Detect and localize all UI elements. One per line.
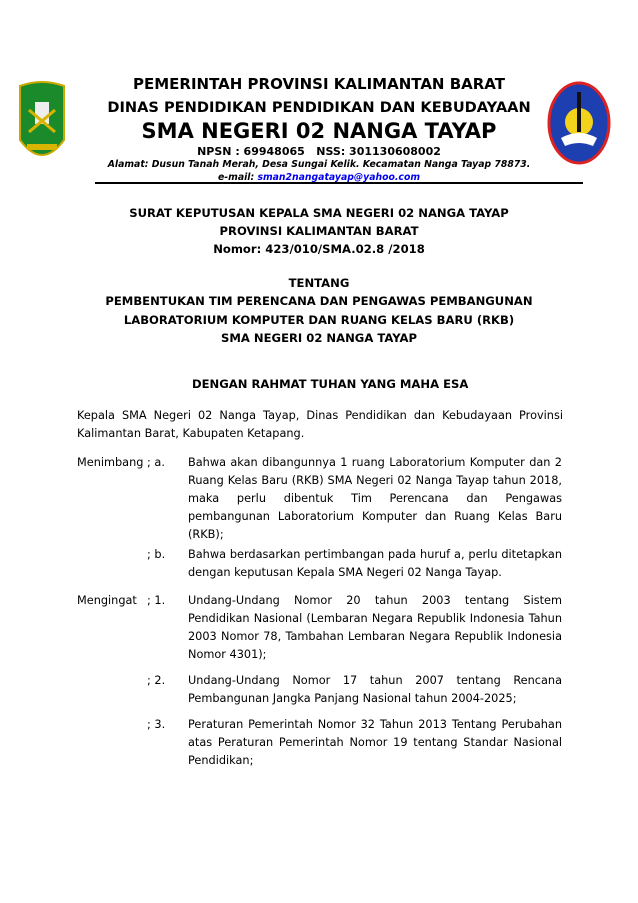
header-line-2: DINAS PENDIDIKAN PENDIDIKAN DAN KEBUDAYAAN bbox=[107, 99, 531, 116]
document-page: PEMERINTAH PROVINSI KALIMANTAN BARAT DINAS PENDIDIKAN PENDIDIKAN DAN KEBUDAYAAN SMA NEGERI 02 NANGA TAYAP NPSN : 69948065 NSS: 301130608002 Alamat: Dusun Tanah Merah, Desa Sungai Kelik. Kecamatan Nanga Tayap 78873. e-mail: sman2nangatayap@yahoo.com SURAT KEPUTUSAN KEPALA SMA NEGERI 02 NANGA TAYAP PROVINSI KALIMANTAN BARAT Nomor: 423/010/SMA.02.8 /2018 TENTANG PEMBENTUKAN TIM PERENCANA DAN PENGAWAS PEMBANGUNAN LABORATORIUM KOMPUTER DAN RUANG KELAS BARU (RKB) SMA NEGERI 02 NANGA TAYAP DENGAN RAHMAT TUHAN YANG MAHA ESA Kepala SMA Negeri 02 Nanga Tayap, Dinas Pendidikan dan Kebudayaan Provinsi Kalimantan Barat, Kabupaten Ketapang. Menimbang ; a. Bahwa akan dibangunnya 1 ruang Laboratorium Komputer dan 2 Ruang Kelas Baru (RKB) SMA Negeri 02 Nanga Tayap tahun 2018, maka perlu dibentuk Tim Perencana dan Pengawas pembangunan Laboratorium Komputer dan Ruang Kelas Baru (RKB); ; b. Bahwa berdasarkan pertimbangan pada huruf a, perlu ditetapkan dengan keputusan Kepala SMA Negeri 02 Nanga Tayap. Mengingat ; 1. Undang-Undang Nomor 20 tahun 2003 tentang Sistem Pendidikan Nasional (Lembaran Negara Republik Indonesia Tahun 2003 Nomor 78, Tambahan Lembaran Negara Republik Indonesia Nomor 4301); ; 2. Undang-Undang Nomor 17 tahun 2007 tentang Rencana Pembangunan Jangka Panjang Nasional tahun 2004-2025; ; 3. Peraturan Pemerintah Nomor 32 Tahun 2013 Tentang Perubahan atas Peraturan Pemerintah Nomor 19 tentang Standar Nasional Pendidikan; bbox=[0, 0, 638, 903]
decree-number: Nomor: 423/010/SMA.02.8 /2018 bbox=[213, 242, 425, 256]
blessing: DENGAN RAHMAT TUHAN YANG MAHA ESA bbox=[192, 377, 469, 391]
intro-paragraph: Kepala SMA Negeri 02 Nanga Tayap, Dinas Pendidikan dan Kebudayaan Provinsi Kalimantan Barat, Kabupaten Ketapang. bbox=[77, 409, 563, 440]
header-divider bbox=[95, 182, 583, 184]
email-link[interactable]: sman2nangatayap@yahoo.com bbox=[257, 172, 421, 183]
subject-line-1: PEMBENTUKAN TIM PERENCANA DAN PENGAWAS PEMBANGUNAN bbox=[105, 294, 533, 308]
subject-heading: TENTANG bbox=[288, 276, 350, 290]
header-line-1: PEMERINTAH PROVINSI KALIMANTAN BARAT bbox=[133, 75, 505, 93]
school-name: SMA NEGERI 02 NANGA TAYAP bbox=[141, 119, 497, 143]
subject-line-2: LABORATORIUM KOMPUTER DAN RUANG KELAS BARU (RKB) bbox=[123, 313, 515, 327]
subject-line-3: SMA NEGERI 02 NANGA TAYAP bbox=[221, 331, 417, 345]
email-label: e-mail: bbox=[217, 172, 255, 183]
decree-title: SURAT KEPUTUSAN KEPALA SMA NEGERI 02 NANGA TAYAP bbox=[129, 206, 509, 220]
decree-province: PROVINSI KALIMANTAN BARAT bbox=[219, 224, 419, 238]
school-address: Alamat: Dusun Tanah Merah, Desa Sungai Kelik. Kecamatan Nanga Tayap 78873. bbox=[107, 159, 531, 170]
school-ids: NPSN : 69948065 NSS: 301130608002 bbox=[197, 145, 441, 158]
